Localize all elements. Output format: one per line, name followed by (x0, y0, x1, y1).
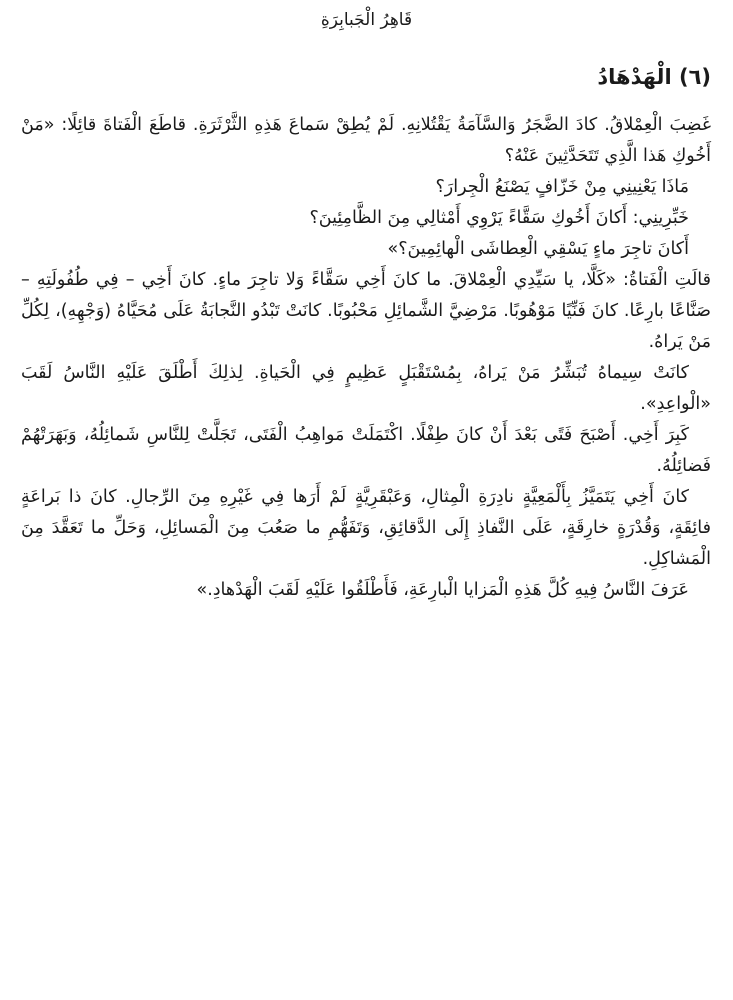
paragraph: مَاذَا يَعْنِينِي مِنْ خَزّافٍ يَصْنَعُ الْجِرارَ؟ (435, 177, 689, 197)
paragraph: خَبِّرِينِي: أَكانَ أَخُوكِ سَقَّاءً يَرْوِي أَمْثالِي مِنَ الظَّامِئِينَ؟ (309, 208, 689, 228)
paragraph: أَكانَ تاجِرَ ماءٍ يَسْقِي الْعِطاشَى الْهائِمِينَ؟» (387, 239, 689, 259)
paragraph: كانَتْ سِيماهُ تُبَشِّرُ مَنْ يَراهُ، بِمُسْتَقْبَلٍ عَظِيمٍ فِي الْحَياةِ. لِذلِكَ أَطْلَقَ عَلَيْهِ النَّاسُ لَقَبَ «الْواعِدِ». (21, 363, 711, 414)
paragraph: عَرَفَ النَّاسُ فِيهِ كُلَّ هَذِهِ الْمَزايا الْبارِعَةِ، فَأَطْلَقُوا عَلَيْهِ لَقَبَ الْهَدْهادِ.» (196, 580, 689, 600)
paragraph: قالَتِ الْفَتاةُ: «كَلَّا، يا سَيِّدِي الْعِمْلاقَ. ما كانَ أَخِي سَقَّاءً وَلا تاجِرَ ماءٍ. كانَ أَخِي – فِي طُفُولَتِهِ – صَنَّاعًا بارِعًا. كانَ فَنِّيًا مَوْهُوبًا. مَرْضِيَّ الشَّمائِلِ مَحْبُوبًا. كانَتْ تَبْدُو النَّجابَةُ عَلَى مُحَيَّاهُ (وَجْهِهِ)، لِكُلِّ مَنْ يَراهُ. (21, 270, 711, 352)
body-text (21, 110, 711, 606)
paragraph: كَبِرَ أَخِي. أَصْبَحَ فَتًى بَعْدَ أَنْ كانَ طِفْلًا. اكْتَمَلَتْ مَواهِبُ الْفَتَى، تَجَلَّتْ لِلنَّاسِ شَمائِلُهُ، وَبَهَرَتْهُمْ فَضائِلُهُ. (21, 425, 711, 476)
paragraph: غَضِبَ الْعِمْلاقُ. كادَ الضَّجَرُ وَالسَّآمَةُ يَقْتُلانِهِ. لَمْ يُطِقْ سَماعَ هَذِهِ الثَّرْثَرَةِ. قاطَعَ الْفَتاةَ قائِلًا: «مَنْ أَخُوكِ هَذا الَّذِي تَتَحَدَّثِينَ عَنْهُ؟ (21, 115, 711, 166)
chapter-heading: (٦) الْهَدْهَادُ (597, 65, 711, 89)
running-header: قَاهِرُ الْجَبابِرَةِ (320, 10, 413, 30)
paragraph: كانَ أَخِي يَتَمَيَّزُ بِأَلْمَعِيَّةٍ نادِرَةِ الْمِثالِ، وَعَبْقَرِيَّةٍ لَمْ أَرَها فِي غَيْرِهِ مِنَ الرِّجالِ. كانَ ذا بَراعَةٍ فائِقَةٍ، وَقُدْرَةٍ خارِقَةٍ، عَلَى النَّفاذِ إِلَى الدَّقائِقِ، وَتَفَهُّمِ ما صَعُبَ مِنَ الْمَسائِلِ، وَحَلِّ ما تَعَقَّدَ مِنَ الْمَشاكِلِ. (21, 487, 711, 569)
